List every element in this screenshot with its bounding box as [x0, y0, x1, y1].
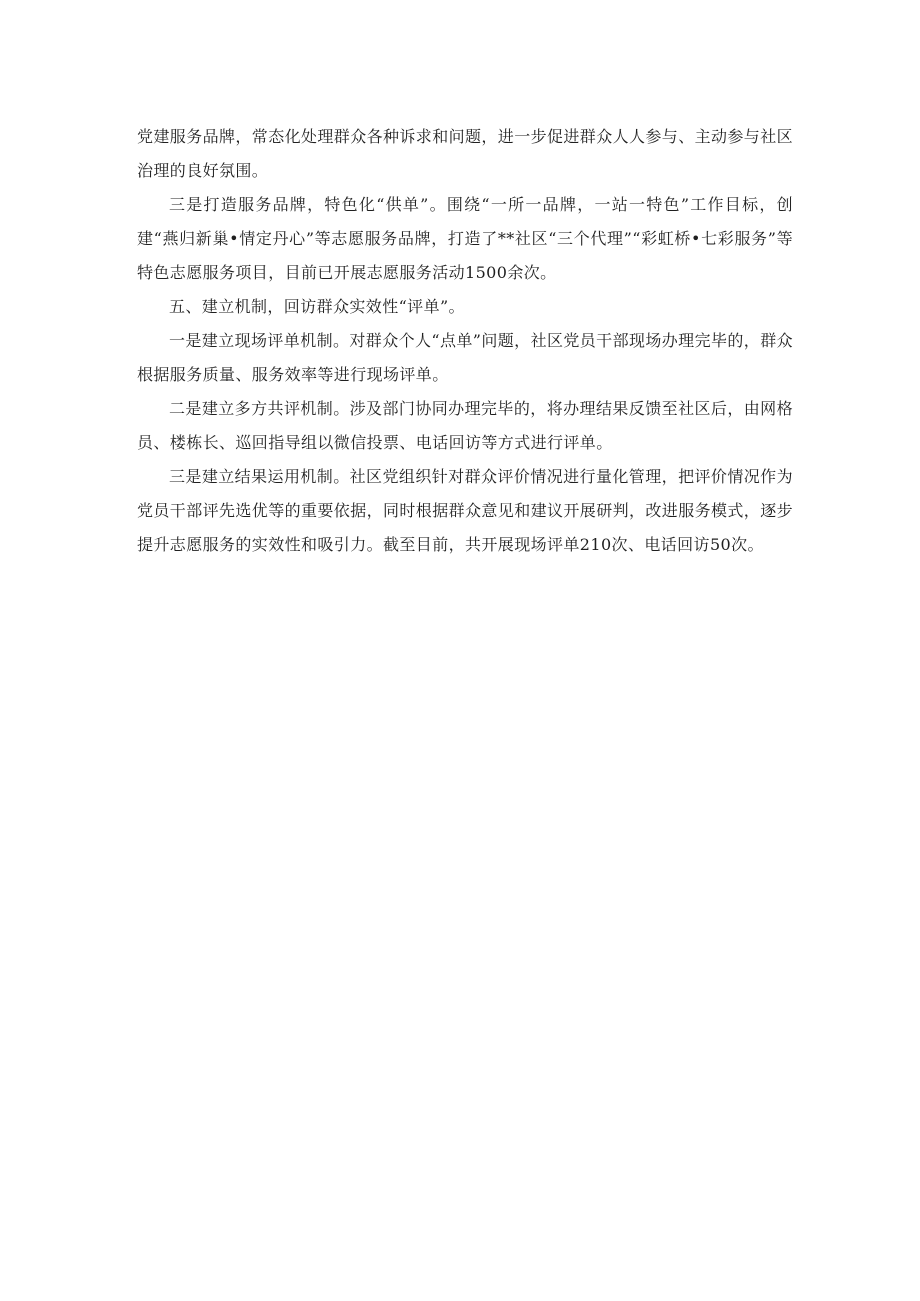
paragraph-continuation: 党建服务品牌，常态化处理群众各种诉求和问题，进一步促进群众人人参与、主动参与社区治理的良好氛围。	[137, 127, 794, 180]
paragraph-onsite-review: 一是建立现场评单机制。对群众个人“点单”问题，社区党员干部现场办理完毕的，群众根据服务质量、服务效率等进行现场评单。	[137, 331, 793, 384]
paragraph-joint-review: 二是建立多方共评机制。涉及部门协同办理完毕的，将办理结果反馈至社区后，由网格员、楼栋长、巡回指导组以微信投票、电话回访等方式进行评单。	[137, 399, 793, 452]
document-body	[137, 120, 793, 562]
section-heading-mechanism: 五、建立机制，回访群众实效性“评单”。	[169, 297, 465, 316]
paragraph-result-application: 三是建立结果运用机制。社区党组织针对群众评价情况进行量化管理，把评价情况作为党员干部评先选优等的重要依据，同时根据群众意见和建议开展研判，改进服务模式，逐步提升志愿服务的实效性和吸引力。截至目前，共开展现场评单210次、电话回访50次。	[137, 467, 794, 554]
paragraph-service-brand: 三是打造服务品牌，特色化“供单”。围绕“一所一品牌，一站一特色”工作目标，创建“燕归新巢•情定丹心”等志愿服务品牌，打造了**社区“三个代理”“彩虹桥•七彩服务”等特色志愿服务项目，目前已开展志愿服务活动1500余次。	[137, 195, 793, 282]
